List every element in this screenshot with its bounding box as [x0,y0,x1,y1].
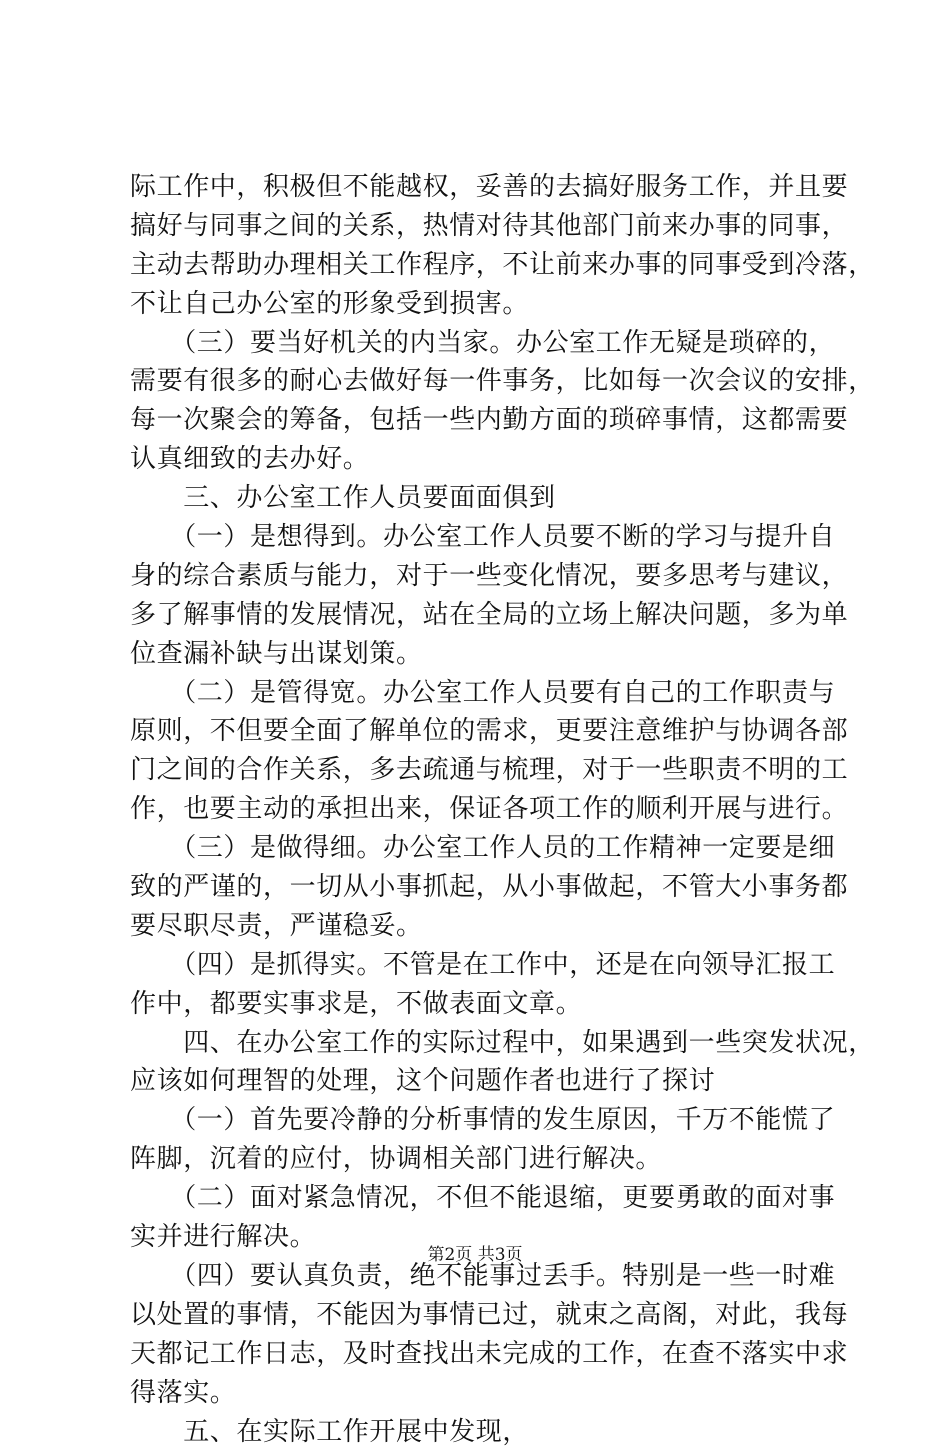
text-line: 际工作中，积极但不能越权，妥善的去搞好服务工作，并且要 [130,168,830,207]
text-line: 位查漏补缺与出谋划策。 [130,635,830,674]
section-heading: 三、办公室工作人员要面面俱到 [130,479,830,518]
text-line: 原则，不但要全面了解单位的需求，更要注意维护与协调各部 [130,712,830,751]
page-number-footer: 第2页 共3页 [0,1244,950,1266]
text-line: 多了解事情的发展情况，站在全局的立场上解决问题，多为单 [130,596,830,635]
text-line: 门之间的合作关系，多去疏通与梳理，对于一些职责不明的工 [130,751,830,790]
text-line: 每一次聚会的筹备，包括一些内勤方面的琐碎事情，这都需要 [130,401,830,440]
text-line: 认真细致的去办好。 [130,440,830,479]
section-heading: 五、在实际工作开展中发现， [130,1413,830,1451]
text-line: （二）面对紧急情况，不但不能退缩，更要勇敢的面对事 [130,1179,830,1218]
text-line: （一）首先要冷静的分析事情的发生原因，千万不能慌了 [130,1101,830,1140]
text-line: 应该如何理智的处理，这个问题作者也进行了探讨 [130,1062,830,1101]
text-line: 实并进行解决。 [130,1218,830,1257]
text-line: （三）是做得细。办公室工作人员的工作精神一定要是细 [130,829,830,868]
text-line: （一）是想得到。办公室工作人员要不断的学习与提升自 [130,518,830,557]
text-line: 阵脚，沉着的应付，协调相关部门进行解决。 [130,1140,830,1179]
text-line: （四）是抓得实。不管是在工作中，还是在向领导汇报工 [130,946,830,985]
text-line: （二）是管得宽。办公室工作人员要有自己的工作职责与 [130,674,830,713]
text-line: 身的综合素质与能力，对于一些变化情况，要多思考与建议， [130,557,830,596]
text-line: 作中，都要实事求是，不做表面文章。 [130,985,830,1024]
text-line: 搞好与同事之间的关系，热情对待其他部门前来办事的同事， [130,207,830,246]
section-heading: 四、在办公室工作的实际过程中，如果遇到一些突发状况， [130,1024,830,1063]
text-line: 主动去帮助办理相关工作程序，不让前来办事的同事受到冷落， [130,246,830,285]
text-line: 天都记工作日志，及时查找出未完成的工作，在查不落实中求 [130,1335,830,1374]
text-line: 要尽职尽责，严谨稳妥。 [130,907,830,946]
text-line: 致的严谨的，一切从小事抓起，从小事做起，不管大小事务都 [130,868,830,907]
text-line: （四）要认真负责，绝不能事过丢手。特别是一些一时难 [130,1257,830,1296]
text-line: （三）要当好机关的内当家。办公室工作无疑是琐碎的， [130,324,830,363]
text-line: 得落实。 [130,1374,830,1413]
text-line: 不让自己办公室的形象受到损害。 [130,285,830,324]
text-line: 作，也要主动的承担出来，保证各项工作的顺利开展与进行。 [130,790,830,829]
text-line: 需要有很多的耐心去做好每一件事务，比如每一次会议的安排， [130,362,830,401]
text-line: 以处置的事情，不能因为事情已过，就束之高阁，对此，我每 [130,1296,830,1335]
